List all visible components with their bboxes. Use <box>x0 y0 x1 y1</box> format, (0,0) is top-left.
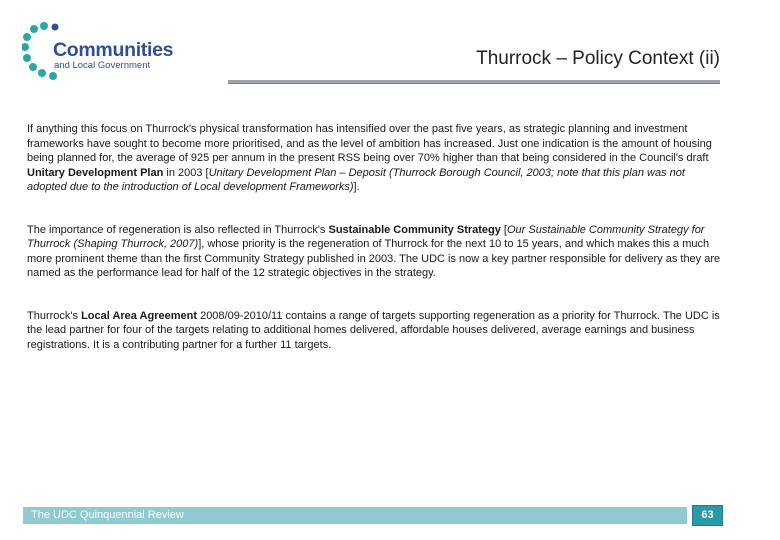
scs-term: Sustainable Community Strategy <box>328 223 501 236</box>
title-divider <box>228 80 720 84</box>
scs-citation: Our Sustainable Community Strategy for Thurrock (Shaping Thurrock, 2007) <box>27 223 705 250</box>
paragraph-text: If anything this focus on Thurrock's physical transformation has intensified over the past five years, as strategic planning and investment frameworks have sought to become more prioritised, and as the level of ambition has increased. Just one indication is the amount of housing being planned for, the average of 925 per annum in the present RSS being over 70% higher than that being considered in the Council's draft <box>27 123 712 164</box>
communities-logo <box>22 20 212 86</box>
paragraph-text: [ <box>500 223 507 236</box>
page-number: 63 <box>692 505 723 526</box>
footer-bar <box>23 507 687 524</box>
paragraph-local-area-agreement <box>27 309 727 353</box>
footer-text: The UDC Quinquennial Review <box>31 509 184 521</box>
udp-term: Unitary Development Plan <box>27 166 164 179</box>
laa-term: Local Area Agreement <box>81 309 198 322</box>
page-title: Thurrock – Policy Context (ii) <box>476 48 720 69</box>
logo-subtitle: and Local Government <box>54 60 151 71</box>
paragraph-text: ], whose priority is the regeneration of Thurrock for the next 10 to 15 years, and which makes this a much more prominent theme than the first Community Strategy published in 2003. The UDC is now a key partner responsible for delivery as they are named as the performance lead for half of the 12 strategic objectives in the strategy. <box>27 238 721 279</box>
paragraph-text: ]. <box>353 181 360 193</box>
paragraph-housing <box>27 122 727 195</box>
paragraph-text: 2008/09-2010/11 contains a range of targets supporting regeneration as a priority for Thurrock. The UDC is the lead partner for four of the targets relating to additional homes delivered, affordable houses delivered, average earnings and business registrations. It is a contributing partner for a further 11 targets. <box>27 309 720 351</box>
body-content <box>27 122 727 380</box>
udp-citation: Unitary Development Plan – Deposit (Thurrock Borough Council, 2003; note that this plan was not adopted due to the introduction of Local development Frameworks) <box>27 166 685 193</box>
paragraph-text: Thurrock's <box>27 309 82 322</box>
paragraph-text: in 2003 [ <box>163 166 209 179</box>
paragraph-community-strategy <box>27 223 727 281</box>
paragraph-text: The importance of regeneration is also reflected in Thurrock's <box>27 223 329 236</box>
logo-title: Communities <box>53 39 174 61</box>
